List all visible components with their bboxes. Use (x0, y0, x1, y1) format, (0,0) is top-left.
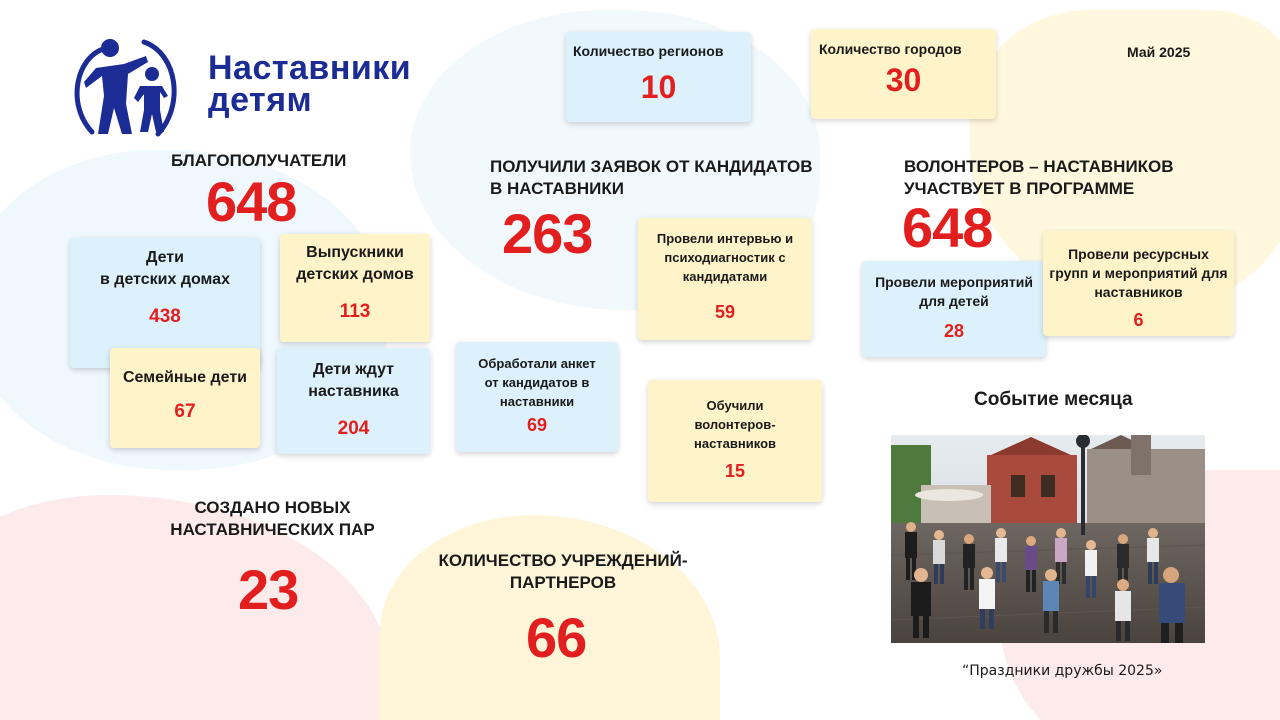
applications-value: 263 (502, 202, 593, 265)
volunteers-value: 648 (902, 196, 993, 259)
graduates-label: Выпускники детских домов (296, 244, 414, 283)
graduates-card (280, 234, 430, 342)
graduates-value: 113 (339, 301, 371, 322)
logo (66, 34, 436, 140)
waiting-children-value: 204 (337, 418, 370, 439)
waiting-children-card (277, 348, 430, 454)
event-heading: Событие месяца (974, 389, 1133, 410)
orphanage-children-value: 438 (149, 306, 181, 327)
event-photo-image (891, 435, 1205, 643)
interviews-value: 59 (714, 302, 736, 322)
cities-label: Количество городов (819, 41, 962, 57)
trained-card (648, 380, 822, 502)
beneficiaries-value: 648 (206, 170, 297, 233)
processed-value: 69 (526, 415, 548, 435)
beneficiaries-heading: БЛАГОПОЛУЧАТЕЛИ (171, 151, 347, 170)
volunteers-heading: ВОЛОНТЕРОВ – НАСТАВНИКОВ УЧАСТВУЕТ В ПРОГРАММЕ (904, 157, 1174, 198)
cities-value: 30 (885, 62, 922, 98)
kids-events-value: 28 (943, 321, 965, 341)
event-photo (891, 435, 1205, 643)
regions-label: Количество регионов (573, 43, 724, 59)
trained-value: 15 (724, 461, 746, 481)
logo-text-line1: Наставники (208, 49, 412, 87)
event-caption: “Праздники дружбы 2025» (962, 663, 1163, 679)
cities-card (811, 29, 996, 119)
processed-card (456, 342, 618, 452)
kids-events-label: Провели мероприятий для детей (875, 274, 1033, 309)
applications-heading: ПОЛУЧИЛИ ЗАЯВОК ОТ КАНДИДАТОВ В НАСТАВНИКИ (490, 157, 813, 198)
regions-value: 10 (640, 69, 677, 105)
logo-figures-icon (66, 34, 186, 140)
kids-events-card (862, 261, 1046, 357)
pairs-value: 23 (238, 558, 299, 621)
interviews-label: Провели интервью и психодиагностик с кандидатами (656, 231, 794, 284)
logo-text-line2: детям (208, 81, 313, 119)
family-children-label: Семейные дети (123, 369, 247, 386)
resource-groups-value: 6 (1133, 310, 1144, 330)
family-children-card (110, 348, 260, 448)
partners-value: 66 (526, 606, 587, 669)
resource-groups-card (1043, 231, 1234, 336)
regions-card (566, 32, 751, 122)
interviews-card (638, 218, 812, 340)
pairs-heading: СОЗДАНО НОВЫХ НАСТАВНИЧЕСКИХ ПАР (170, 498, 375, 539)
processed-label: Обработали анкет от кандидатов в наставники (478, 356, 596, 409)
family-children-value: 67 (174, 401, 196, 422)
trained-label: Обучили волонтеров- наставников (693, 398, 776, 451)
partners-heading: КОЛИЧЕСТВО УЧРЕЖДЕНИЙ- ПАРТНЕРОВ (438, 551, 688, 592)
report-date: Май 2025 (1127, 44, 1191, 60)
waiting-children-label: Дети ждут наставника (308, 361, 399, 400)
resource-groups-label: Провели ресурсных групп и мероприятий для наставников (1049, 246, 1228, 300)
orphanage-children-label: Дети в детских домах (100, 249, 230, 288)
